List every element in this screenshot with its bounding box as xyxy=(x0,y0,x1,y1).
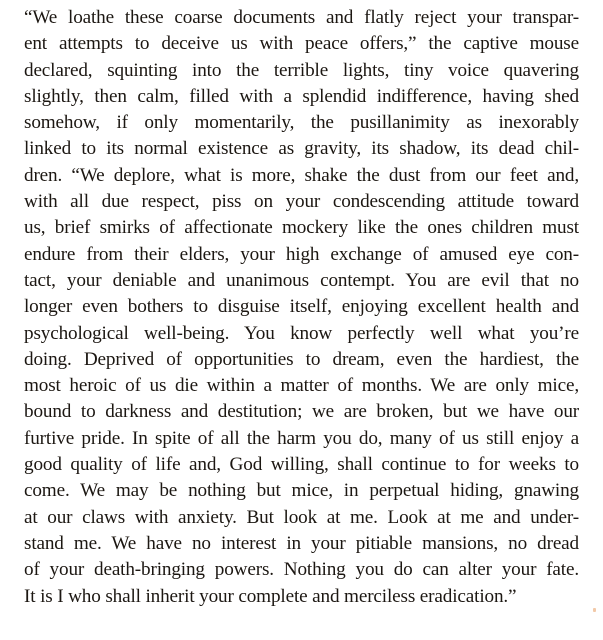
text-line: declared, squinting into the terrible lights, tiny voice quavering xyxy=(24,59,579,81)
text-line: tact, your deniable and unanimous contempt. You are evil that no xyxy=(24,269,579,291)
text-line: slightly, then calm, filled with a splendid indifference, having shed xyxy=(24,85,579,107)
text-line: us, brief smirks of affectionate mockery like the ones children must xyxy=(24,217,579,239)
text-line-last: It is I who shall inherit your complete and merciless eradication.” xyxy=(24,585,517,607)
book-page-paragraph xyxy=(24,5,579,610)
text-line: dren. “We deplore, what is more, shake the dust from our feet and, xyxy=(24,164,579,186)
text-line: somehow, if only momentarily, the pusillanimity as inexorably xyxy=(24,112,579,134)
text-line: doing. Deprived of opportunities to dream, even the hardiest, the xyxy=(24,348,579,370)
text-line: most heroic of us die within a matter of months. We are only mice, xyxy=(24,375,579,397)
text-line: “We loathe these coarse documents and flatly reject your transpar- xyxy=(24,7,579,28)
text-line: ent attempts to deceive us with peace offers,” the captive mouse xyxy=(24,33,579,55)
text-line: endure from their elders, your high exchange of amused eye con- xyxy=(24,243,579,265)
text-line: longer even bothers to disguise itself, enjoying excellent health and xyxy=(24,296,579,318)
text-line: come. We may be nothing but mice, in perpetual hiding, gnawing xyxy=(24,480,579,502)
text-line: of your death-bringing powers. Nothing you do can alter your fate. xyxy=(24,559,579,581)
text-line: good quality of life and, God willing, shall continue to for weeks to xyxy=(24,454,579,476)
text-line: linked to its normal existence as gravity, its shadow, its dead chil- xyxy=(24,138,579,160)
text-line: with all due respect, piss on your condescending attitude toward xyxy=(24,191,579,213)
scan-speck xyxy=(593,608,596,612)
text-line: at our claws with anxiety. But look at me. Look at me and under- xyxy=(24,506,579,528)
text-line: bound to darkness and destitution; we are broken, but we have our xyxy=(24,401,579,423)
text-line: furtive pride. In spite of all the harm you do, many of us still enjoy a xyxy=(24,427,579,449)
text-line: stand me. We have no interest in your pitiable mansions, no dread xyxy=(24,532,579,554)
text-line: psychological well-being. You know perfectly well what you’re xyxy=(24,322,579,344)
